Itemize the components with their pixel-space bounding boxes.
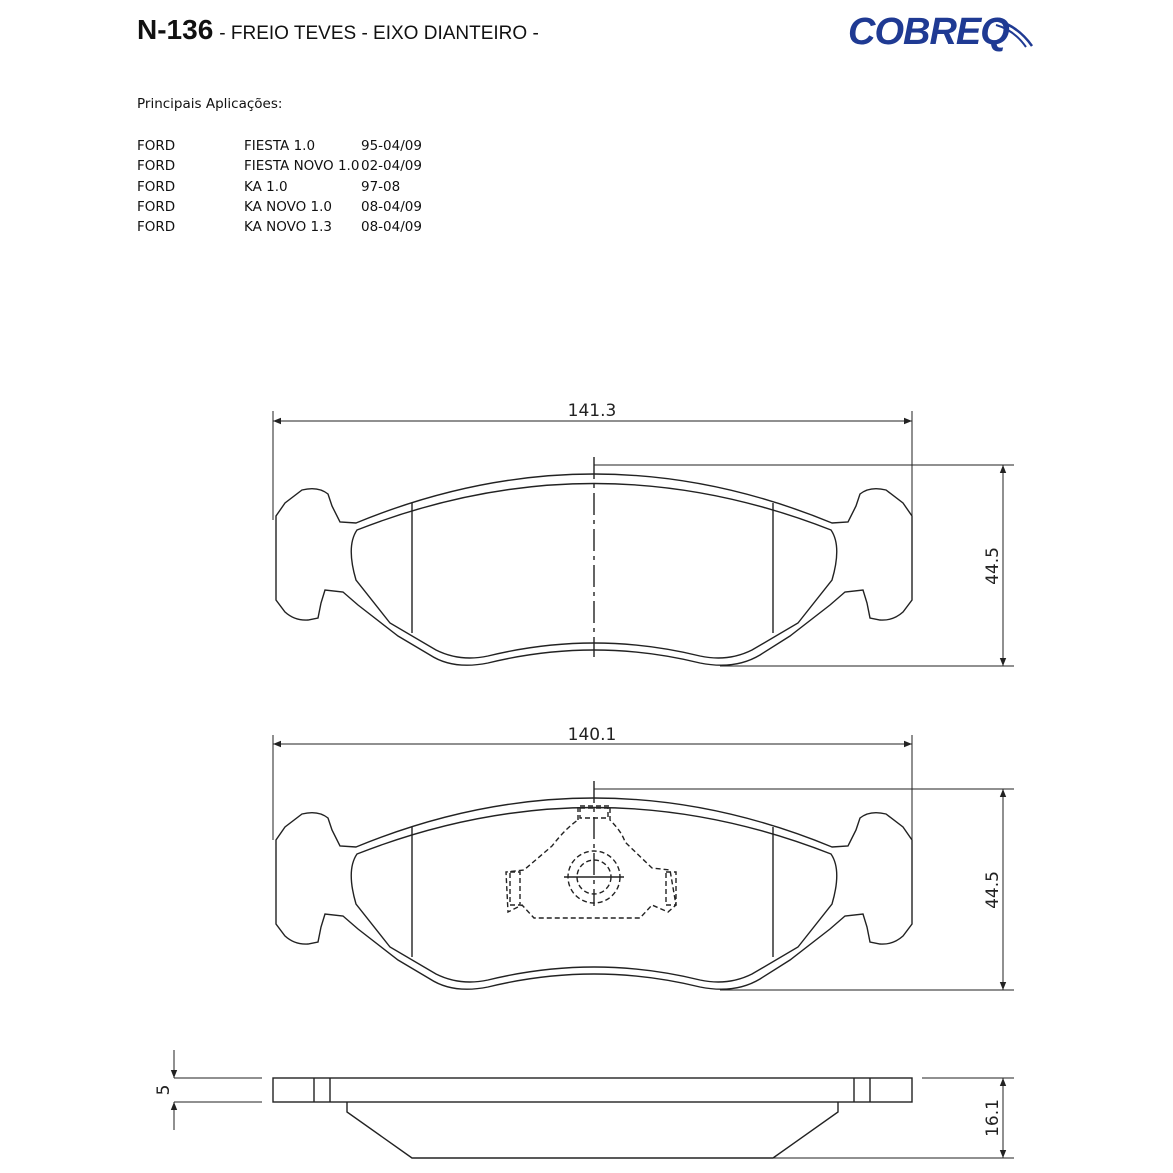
dim-plate-thickness-label: 5	[154, 1084, 174, 1096]
spring-clip	[506, 806, 676, 918]
logo-text: COBREQ	[848, 11, 1009, 52]
dimension-bottom-width	[273, 735, 912, 840]
table-row: FORD KA NOVO 1.3 08-04/09	[137, 219, 422, 236]
pad-top-view	[276, 457, 912, 665]
table-row: FORD KA 1.0 97-08	[137, 178, 401, 195]
dimension-total-thickness	[773, 1078, 1014, 1158]
dim-top-height-label: 44.5	[983, 547, 1003, 585]
dimension-top-height	[594, 465, 1014, 666]
table-row: FORD FIESTA 1.0 95-04/09	[137, 138, 422, 155]
friction-material-side	[347, 1102, 838, 1158]
applications-heading: Principais Aplicações:	[137, 96, 283, 112]
dimension-bottom-height	[594, 789, 1014, 990]
pad-side-view	[273, 1078, 912, 1158]
dim-bottom-height-label: 44.5	[983, 871, 1003, 909]
dimension-plate-thickness	[174, 1050, 262, 1130]
part-subtitle: - FREIO TEVES - EIXO DIANTEIRO -	[219, 23, 539, 44]
table-row: FORD FIESTA NOVO 1.0 02-04/09	[137, 158, 422, 175]
dim-total-thickness-label: 16.1	[983, 1099, 1003, 1137]
table-row: FORD KA NOVO 1.0 08-04/09	[137, 199, 422, 216]
pad-bottom-view	[276, 781, 912, 989]
dim-bottom-width-label: 140.1	[567, 725, 617, 745]
dim-top-width-label: 141.3	[567, 401, 617, 421]
part-code: N-136	[137, 14, 214, 45]
backing-plate-side	[273, 1078, 912, 1102]
